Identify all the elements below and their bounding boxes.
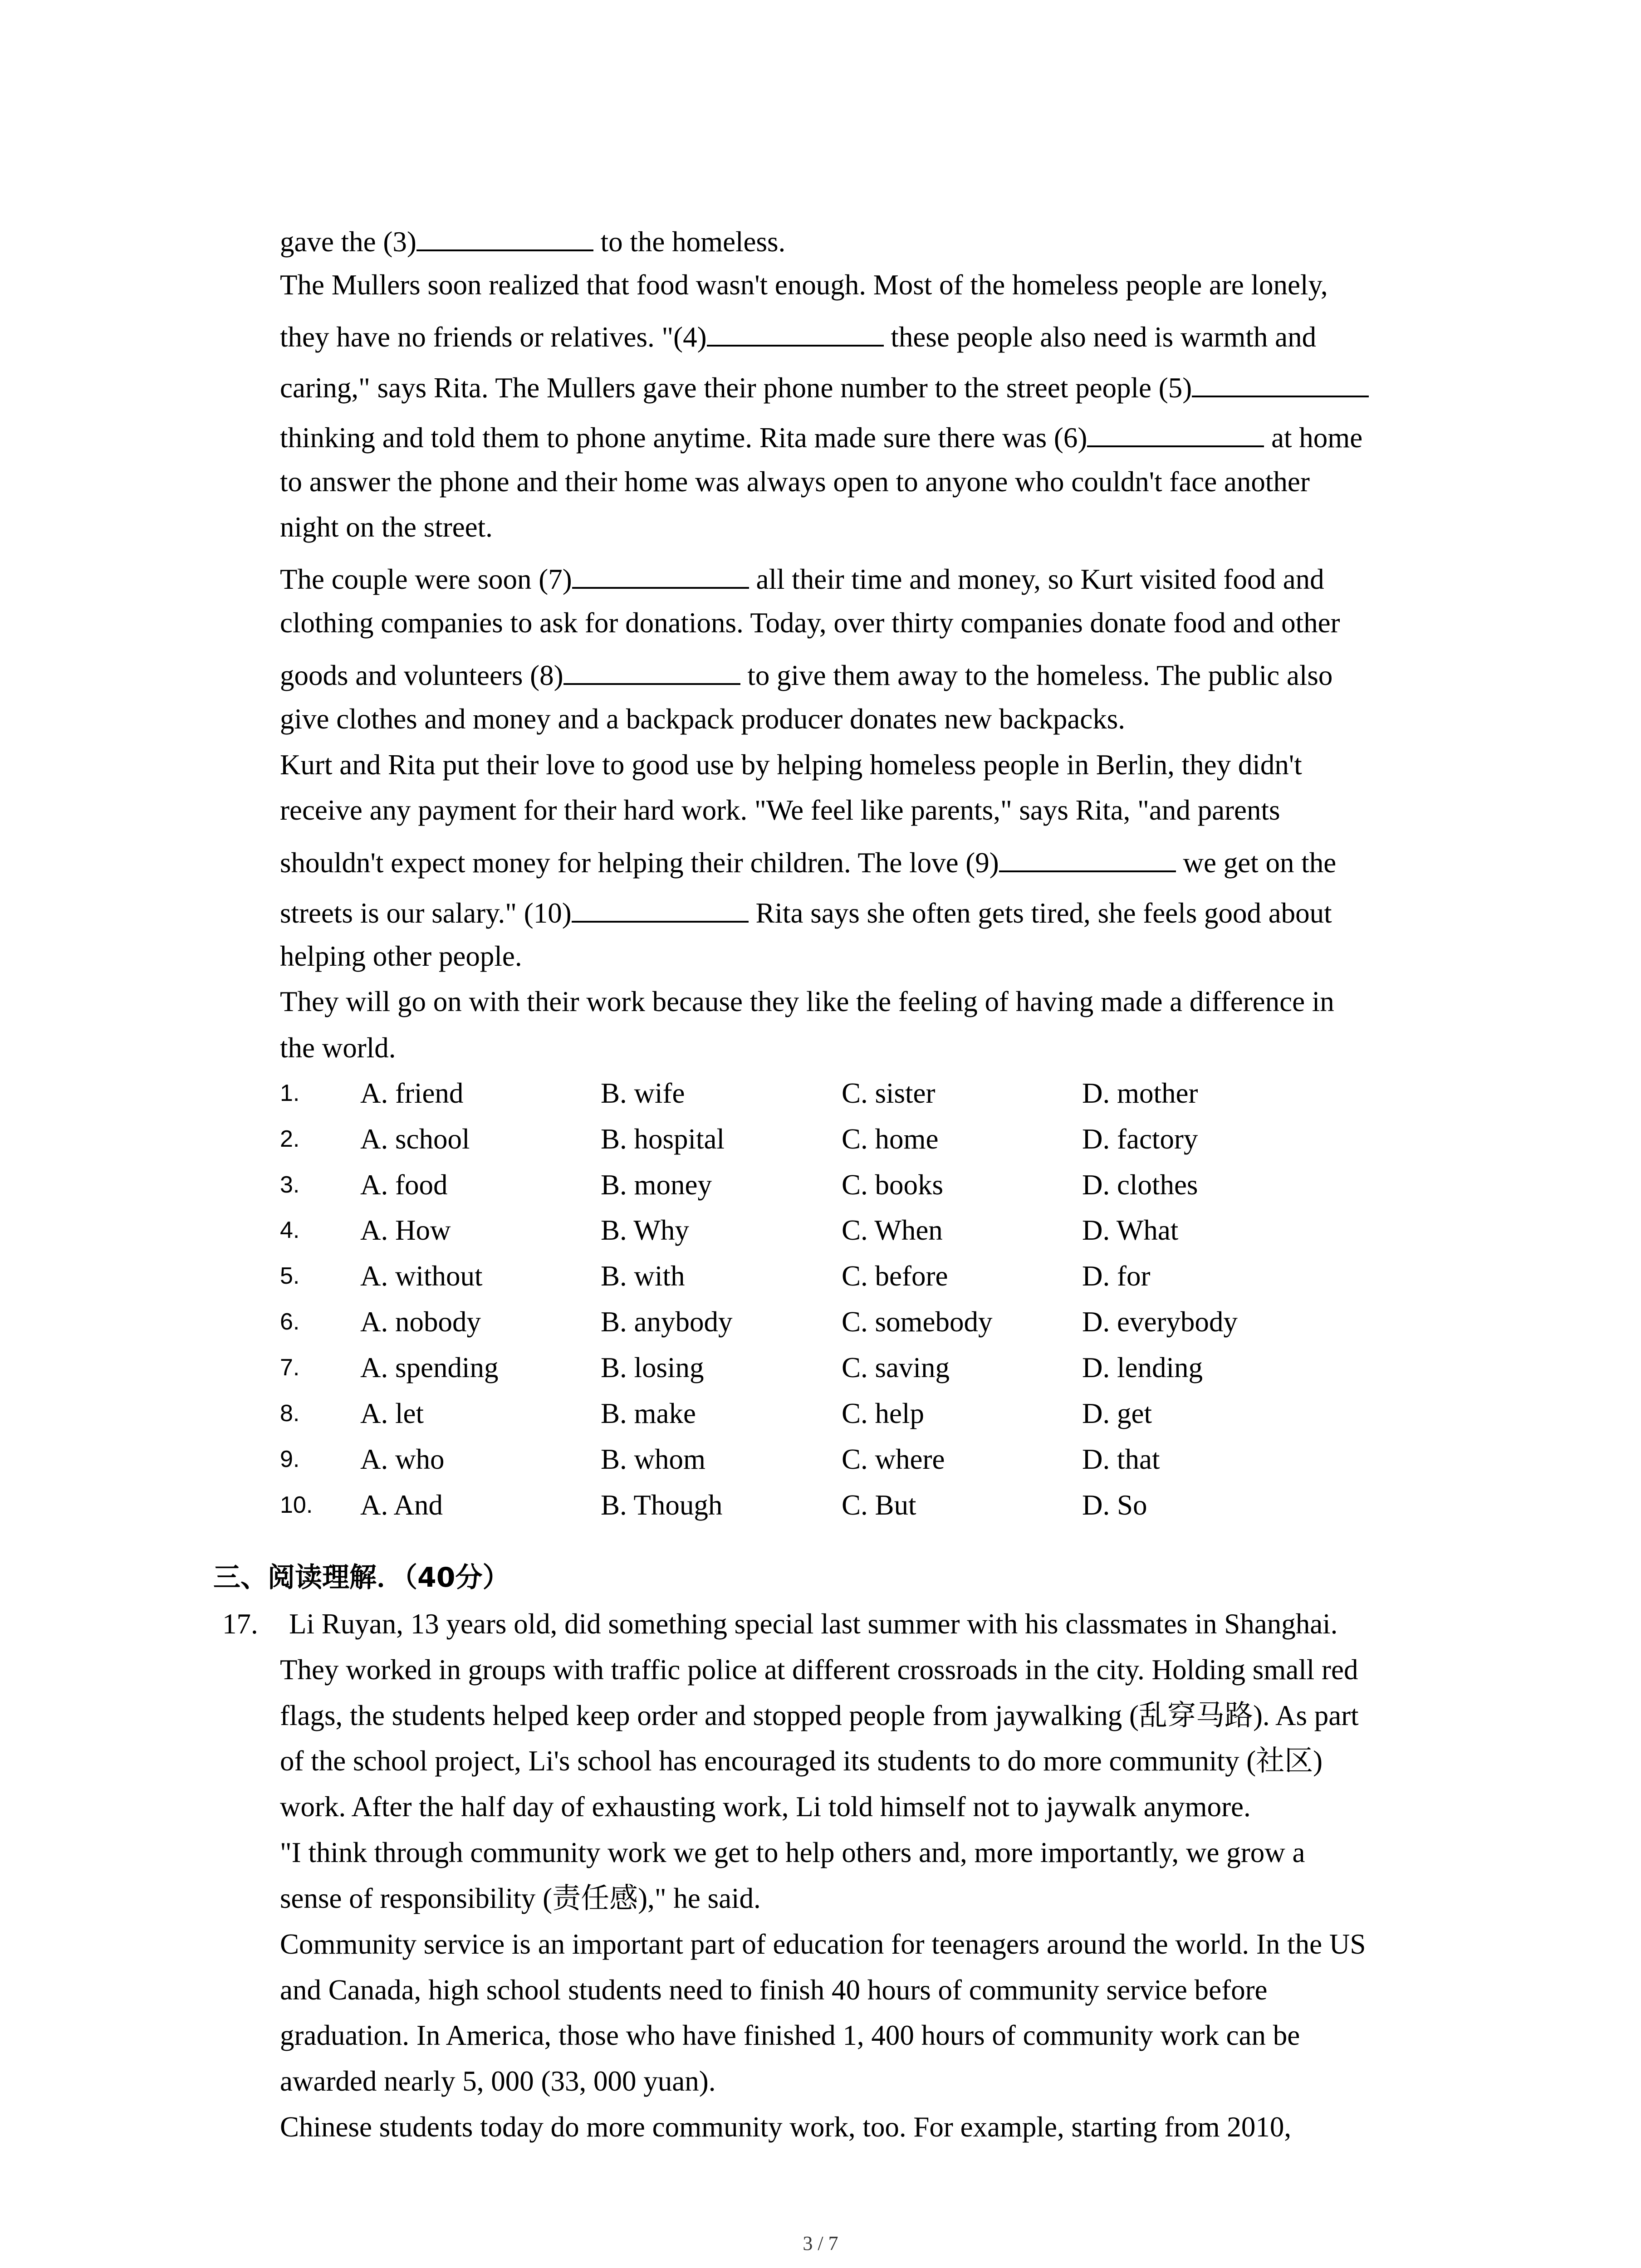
text-run: night on the street. bbox=[280, 511, 493, 543]
passage-line bbox=[280, 221, 785, 260]
option-d[interactable]: D. that bbox=[1082, 1443, 1160, 1475]
option-d[interactable]: D. get bbox=[1082, 1398, 1152, 1429]
option-a[interactable]: A. let bbox=[360, 1398, 424, 1429]
text-run: The couple were soon (7) bbox=[280, 563, 572, 595]
passage-line: work. After the half day of exhausting work, Li told himself not to jaywalk anymore. bbox=[280, 1791, 1251, 1823]
option-c[interactable]: C. sister bbox=[842, 1077, 936, 1109]
passage-line bbox=[280, 509, 493, 545]
question-number: 9. bbox=[280, 1446, 300, 1472]
passage-line: They worked in groups with traffic police at different crossroads in the city. Holding small red bbox=[280, 1654, 1358, 1686]
option-d[interactable]: D. everybody bbox=[1082, 1306, 1238, 1338]
question-number: 6. bbox=[280, 1309, 300, 1335]
text-run: Kurt and Rita put their love to good use by helping homeless people in Berlin, they didn't bbox=[280, 749, 1302, 781]
text-run: clothing companies to ask for donations. Today, over thirty companies donate food and other bbox=[280, 607, 1340, 639]
option-b[interactable]: B. wife bbox=[601, 1077, 685, 1109]
question-number: 7. bbox=[280, 1354, 300, 1381]
passage-line bbox=[280, 938, 522, 974]
answer-blank[interactable] bbox=[999, 842, 1176, 872]
text-run: all their time and money, so Kurt visited food and bbox=[749, 563, 1324, 595]
text-run: to give them away to the homeless. The public also bbox=[740, 660, 1333, 691]
answer-blank[interactable] bbox=[1192, 367, 1369, 397]
option-c[interactable]: C. books bbox=[842, 1169, 944, 1201]
passage-line bbox=[280, 747, 1302, 783]
option-b[interactable]: B. make bbox=[601, 1398, 696, 1429]
option-a[interactable]: A. friend bbox=[360, 1077, 464, 1109]
option-a[interactable]: A. who bbox=[360, 1443, 445, 1475]
option-a[interactable]: A. food bbox=[360, 1169, 448, 1201]
question-number: 17. bbox=[222, 1608, 258, 1640]
option-c[interactable]: C. before bbox=[842, 1260, 948, 1292]
option-d[interactable]: D. factory bbox=[1082, 1123, 1198, 1155]
passage-line: of the school project, Li's school has encouraged its students to do more community (社区) bbox=[280, 1745, 1323, 1777]
passage-line bbox=[280, 559, 1324, 597]
option-b[interactable]: B. losing bbox=[601, 1352, 704, 1383]
passage-line bbox=[280, 842, 1336, 881]
text-run: thinking and told them to phone anytime. Rita made sure there was (6) bbox=[280, 422, 1087, 454]
answer-blank[interactable] bbox=[572, 893, 749, 923]
text-run: to answer the phone and their home was always open to anyone who couldn't face another bbox=[280, 466, 1310, 498]
text-run: The Mullers soon realized that food wasn't enough. Most of the homeless people are lonely, bbox=[280, 269, 1328, 301]
passage-line bbox=[280, 893, 1332, 931]
text-run: to the homeless. bbox=[593, 226, 786, 258]
passage-line: sense of responsibility (责任感)," he said. bbox=[280, 1882, 761, 1914]
option-d[interactable]: D. lending bbox=[1082, 1352, 1203, 1383]
option-c[interactable]: C. help bbox=[842, 1398, 924, 1429]
text-run: gave the (3) bbox=[280, 226, 416, 258]
passage-line bbox=[280, 367, 1369, 406]
passage-line: flags, the students helped keep order and stopped people from jaywalking (乱穿马路). As part bbox=[280, 1700, 1359, 1731]
passage-line bbox=[280, 701, 1125, 737]
answer-blank[interactable] bbox=[1087, 417, 1264, 447]
text-run: give clothes and money and a backpack producer donates new backpacks. bbox=[280, 703, 1126, 735]
page-number: 3 / 7 bbox=[803, 2232, 838, 2254]
text-run: at home bbox=[1264, 422, 1363, 454]
option-b[interactable]: B. anybody bbox=[601, 1306, 733, 1338]
option-c[interactable]: C. home bbox=[842, 1123, 939, 1155]
option-d[interactable]: D. mother bbox=[1082, 1077, 1198, 1109]
option-d[interactable]: D. What bbox=[1082, 1214, 1179, 1246]
passage-line: awarded nearly 5, 000 (33, 000 yuan). bbox=[280, 2065, 716, 2097]
text-run: goods and volunteers (8) bbox=[280, 660, 563, 691]
passage-line bbox=[280, 464, 1310, 500]
text-run: caring," says Rita. The Mullers gave their phone number to the street people (5) bbox=[280, 372, 1192, 404]
answer-blank[interactable] bbox=[707, 317, 884, 347]
option-a[interactable]: A. How bbox=[360, 1214, 451, 1246]
text-run: streets is our salary." (10) bbox=[280, 897, 572, 929]
option-c[interactable]: C. When bbox=[842, 1214, 943, 1246]
text-run: receive any payment for their hard work. "We feel like parents," says Rita, "and parents bbox=[280, 794, 1280, 826]
option-a[interactable]: A. without bbox=[360, 1260, 483, 1292]
text-run: Rita says she often gets tired, she feels good about bbox=[748, 897, 1332, 929]
option-d[interactable]: D. clothes bbox=[1082, 1169, 1198, 1201]
option-a[interactable]: A. school bbox=[360, 1123, 470, 1155]
option-b[interactable]: B. Why bbox=[601, 1214, 689, 1246]
option-d[interactable]: D. for bbox=[1082, 1260, 1151, 1292]
passage-line: Community service is an important part of education for teenagers around the world. In the US bbox=[280, 1928, 1366, 1960]
passage-line: and Canada, high school students need to finish 40 hours of community service before bbox=[280, 1974, 1268, 2006]
option-a[interactable]: A. And bbox=[360, 1489, 443, 1521]
passage-line: graduation. In America, those who have finished 1, 400 hours of community work can be bbox=[280, 2019, 1300, 2051]
option-d[interactable]: D. So bbox=[1082, 1489, 1147, 1521]
answer-blank[interactable] bbox=[572, 559, 749, 589]
option-a[interactable]: A. nobody bbox=[360, 1306, 481, 1338]
passage-line: "I think through community work we get to help others and, more importantly, we grow a bbox=[280, 1837, 1305, 1868]
text-run: They will go on with their work because they like the feeling of having made a difference in bbox=[280, 986, 1334, 1017]
text-run: helping other people. bbox=[280, 940, 522, 972]
text-run: the world. bbox=[280, 1032, 396, 1064]
passage-line: Li Ruyan, 13 years old, did something special last summer with his classmates in Shanghai. bbox=[289, 1608, 1338, 1640]
passage-line bbox=[280, 983, 1334, 1020]
passage-line bbox=[280, 267, 1328, 303]
option-b[interactable]: B. money bbox=[601, 1169, 712, 1201]
question-number: 3. bbox=[280, 1172, 300, 1198]
option-b[interactable]: B. Though bbox=[601, 1489, 723, 1521]
option-c[interactable]: C. But bbox=[842, 1489, 916, 1521]
option-c[interactable]: C. saving bbox=[842, 1352, 950, 1383]
question-number: 10. bbox=[280, 1492, 313, 1518]
passage-line bbox=[280, 605, 1340, 641]
option-b[interactable]: B. whom bbox=[601, 1443, 706, 1475]
question-number: 5. bbox=[280, 1263, 300, 1289]
answer-blank[interactable] bbox=[563, 655, 740, 685]
option-b[interactable]: B. with bbox=[601, 1260, 685, 1292]
text-run: these people also need is warmth and bbox=[883, 321, 1317, 353]
option-b[interactable]: B. hospital bbox=[601, 1123, 725, 1155]
section-heading: 三、阅读理解．（40分） bbox=[213, 1562, 510, 1593]
question-number: 4. bbox=[280, 1217, 300, 1243]
question-number: 1. bbox=[280, 1080, 300, 1106]
question-number: 2. bbox=[280, 1126, 300, 1152]
text-run: we get on the bbox=[1176, 847, 1337, 879]
text-run: shouldn't expect money for helping their children. The love (9) bbox=[280, 847, 999, 879]
passage-line: Chinese students today do more community work, too. For example, starting from 2010, bbox=[280, 2111, 1292, 2143]
text-run: they have no friends or relatives. "(4) bbox=[280, 321, 707, 353]
passage-line bbox=[280, 792, 1280, 828]
passage-line bbox=[280, 1030, 396, 1066]
passage-line bbox=[280, 317, 1316, 355]
answer-blank[interactable] bbox=[416, 221, 593, 251]
question-number: 8. bbox=[280, 1400, 300, 1427]
option-c[interactable]: C. where bbox=[842, 1443, 945, 1475]
option-c[interactable]: C. somebody bbox=[842, 1306, 993, 1338]
passage-line bbox=[280, 655, 1332, 694]
option-a[interactable]: A. spending bbox=[360, 1352, 499, 1383]
passage-line bbox=[280, 417, 1362, 456]
